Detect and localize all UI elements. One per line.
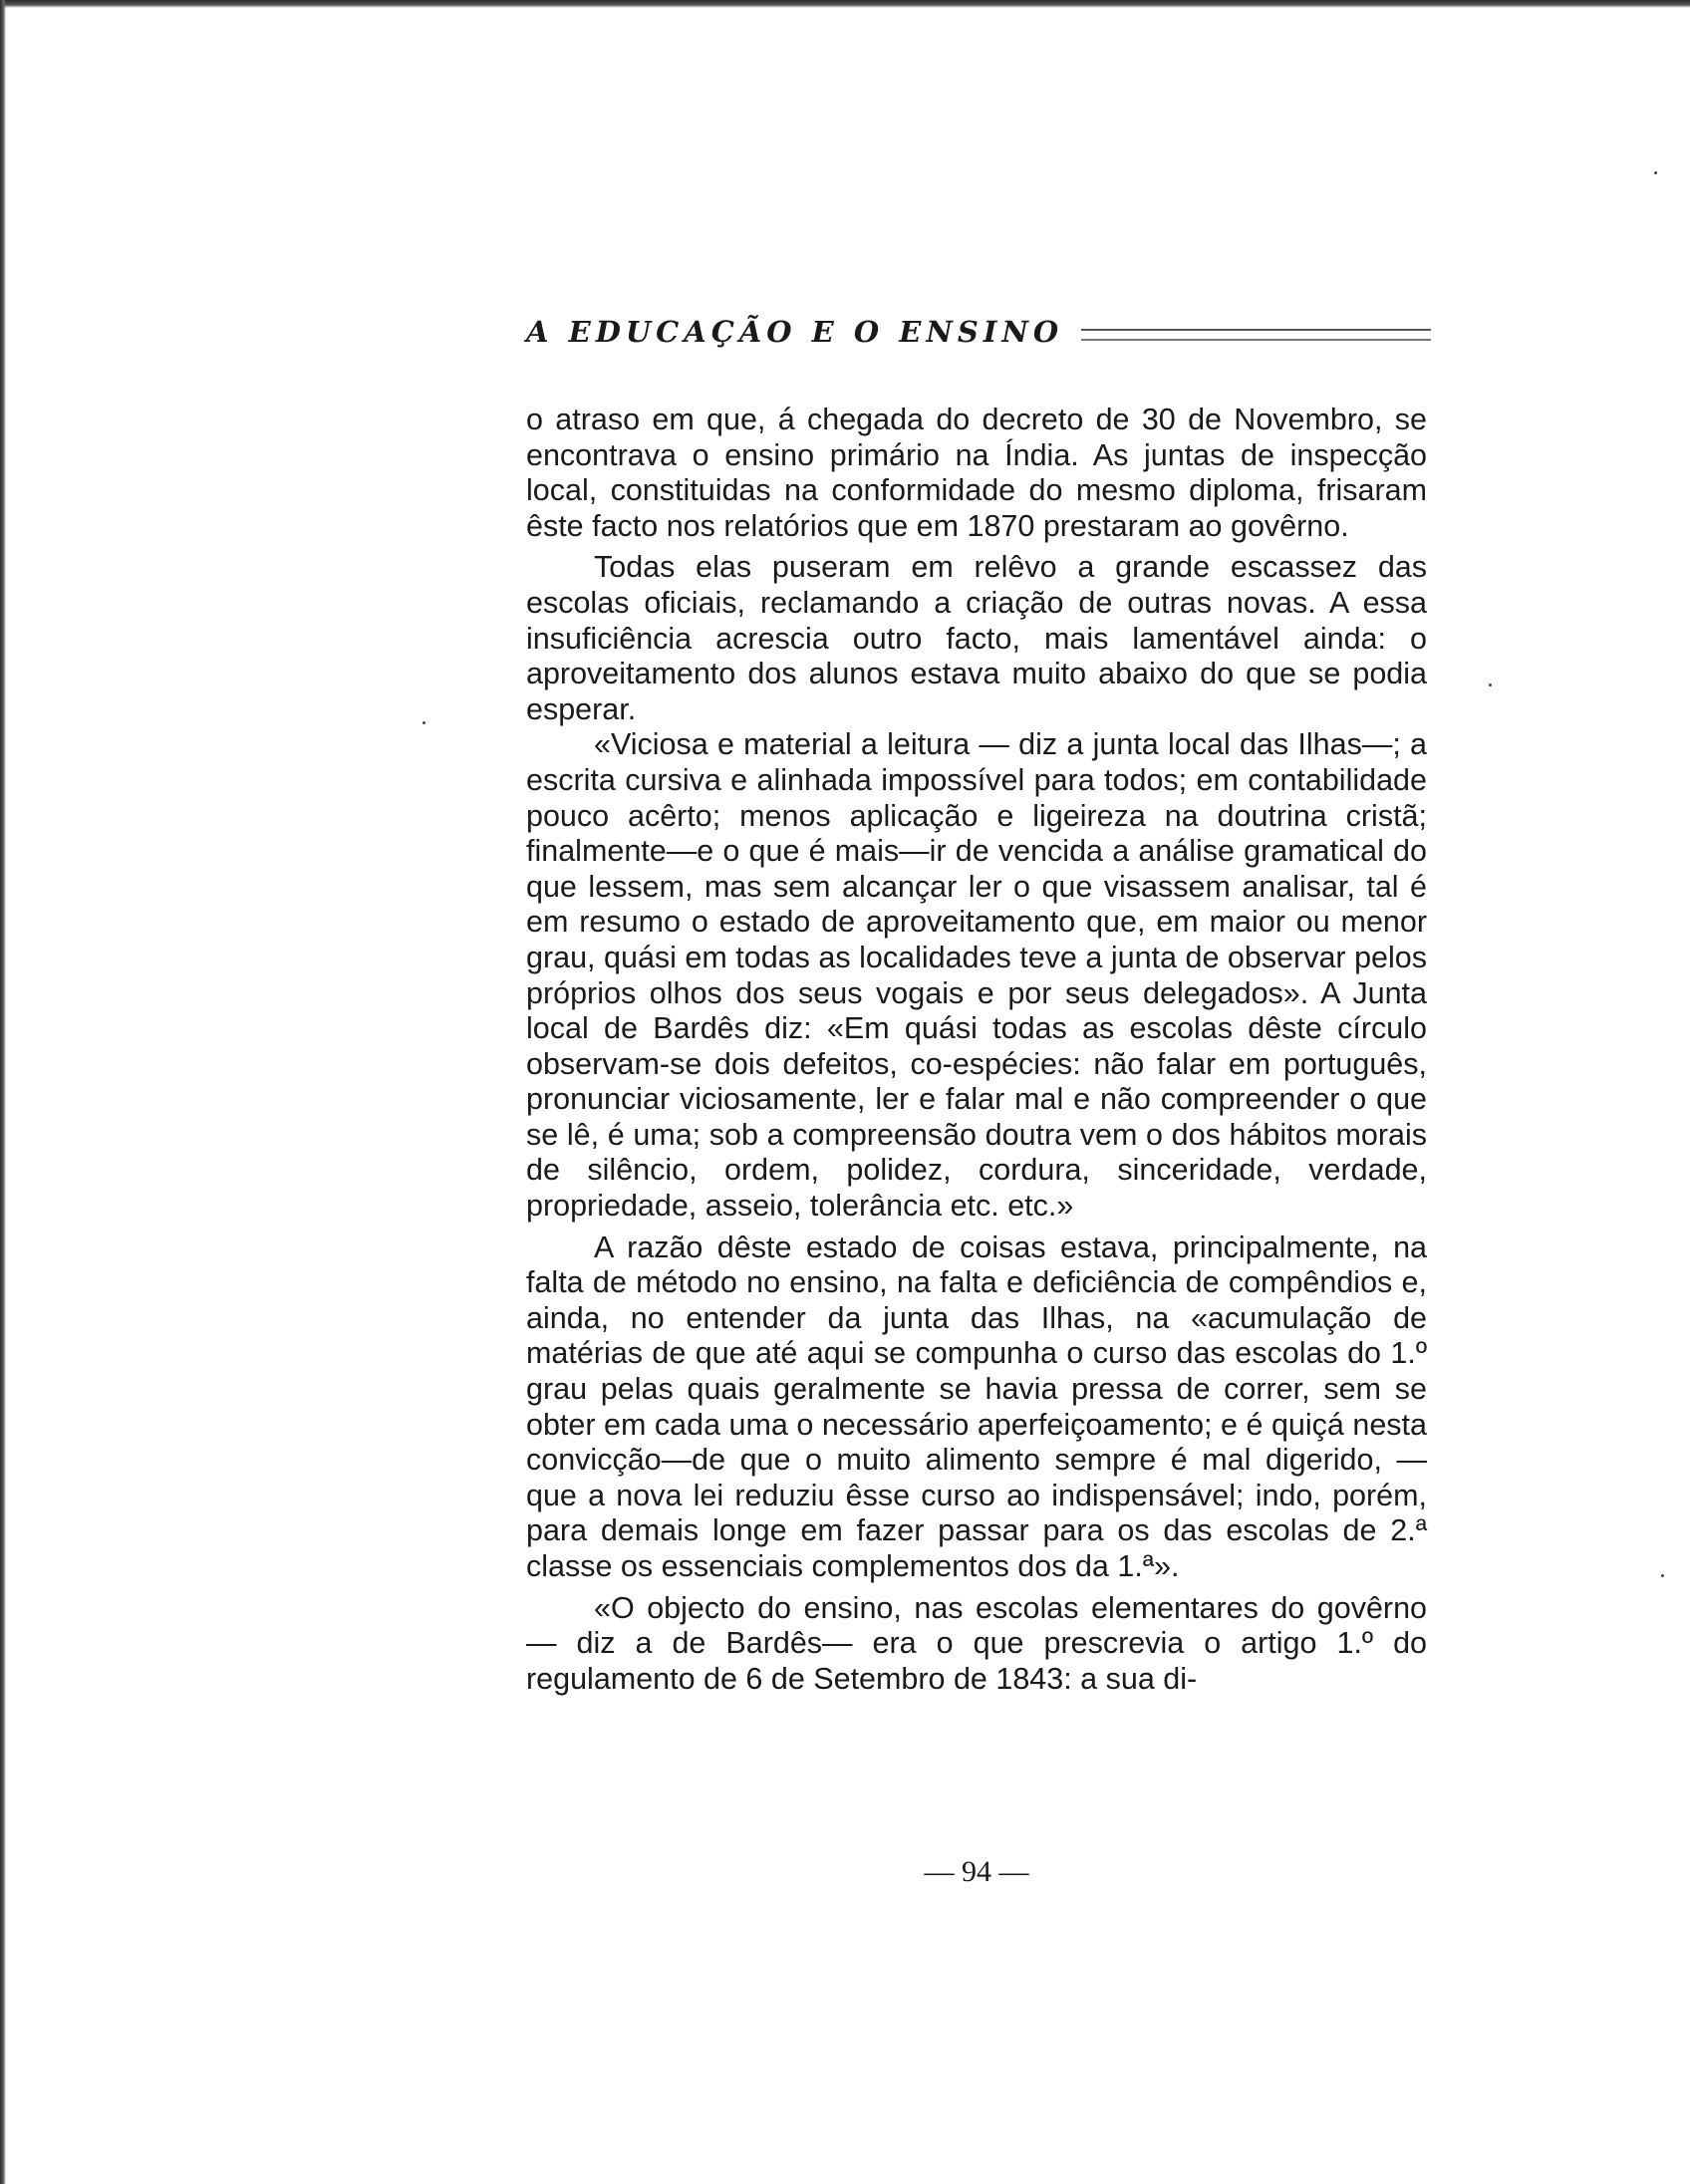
scan-border-left [0,0,6,2184]
running-head [526,312,1431,352]
scan-speck [422,721,425,724]
scan-speck [1661,1574,1664,1577]
running-head-title: A EDUCAÇÃO E O ENSINO [526,315,1064,349]
page-number: — 94 — [924,1855,1029,1888]
scan-speck [1489,683,1492,686]
scan-speck [1654,171,1657,174]
paragraph: «O objecto do ensino, nas escolas elementares do govêrno — diz a de Bardês— era o que prescrevia o artigo 1.º do regulamento de 6 de Setembro de 1843: a sua di- [526,1590,1427,1696]
paragraph: Todas elas puseram em relêvo a grande escassez das escolas oficiais, reclamando a criação de outras novas. A essa insuficiência acrescia outro facto, mais lamentável ainda: o aproveitamento dos alunos estava muito abaixo do que se podia esperar. [526,550,1427,726]
paragraph: «Viciosa e material a leitura — diz a junta local das Ilhas—; a escrita cursiva e alinhada impossível para todos; em contabilidade pouco acêrto; menos aplicação e ligeireza na doutrina cristã; finalmente—e o que é mais—ir de vencida a análise gramatical do que lessem, mas sem alcançar ler o que visassem analisar, tal é em resumo o estado de aproveitamento que, em maior ou menor grau, quási em todas as localidades teve a junta de observar pelos próprios olhos dos seus vogais e por seus delegados». A Junta local de Bardês diz: «Em quási todas as escolas dêste círculo observam-se dois defeitos, co-espécies: não falar em português, pronunciar viciosamente, ler e falar mal e não compreender o que se lê, é uma; sob a compreensão doutra vem o dos hábitos morais de silêncio, ordem, polidez, cordura, sinceridade, verdade, propriedade, asseio, tolerância etc. etc.» [526,727,1427,1224]
scan-border-top [0,0,1690,8]
paragraph: o atraso em que, á chegada do decreto de 30 de Novembro, se encontrava o ensino primário na Índia. As juntas de inspecção local, constituidas na conformidade do mesmo diploma, frisaram êste facto nos relatórios que em 1870 prestaram ao govêrno. [526,403,1427,543]
body-text [526,403,1427,1697]
paragraph: A razão dêste estado de coisas estava, principalmente, na falta de método no ensino, na falta e deficiência de compêndios e, ainda, no entender da junta das Ilhas, na «acumulação de matérias de que até aqui se compunha o curso das escolas do 1.º grau pelas quais geralmente se havia pressa de correr, sem se obter em cada uma o necessário aperfeiçoamento; e é quiçá nesta convicção—de que o muito alimento sempre é mal digerido, — que a nova lei reduziu êsse curso ao indispensável; indo, porém, para demais longe em fazer passar para os das escolas de 2.ª classe os essenciais complementos dos da 1.ª». [526,1229,1427,1583]
running-head-rule [1081,329,1431,341]
